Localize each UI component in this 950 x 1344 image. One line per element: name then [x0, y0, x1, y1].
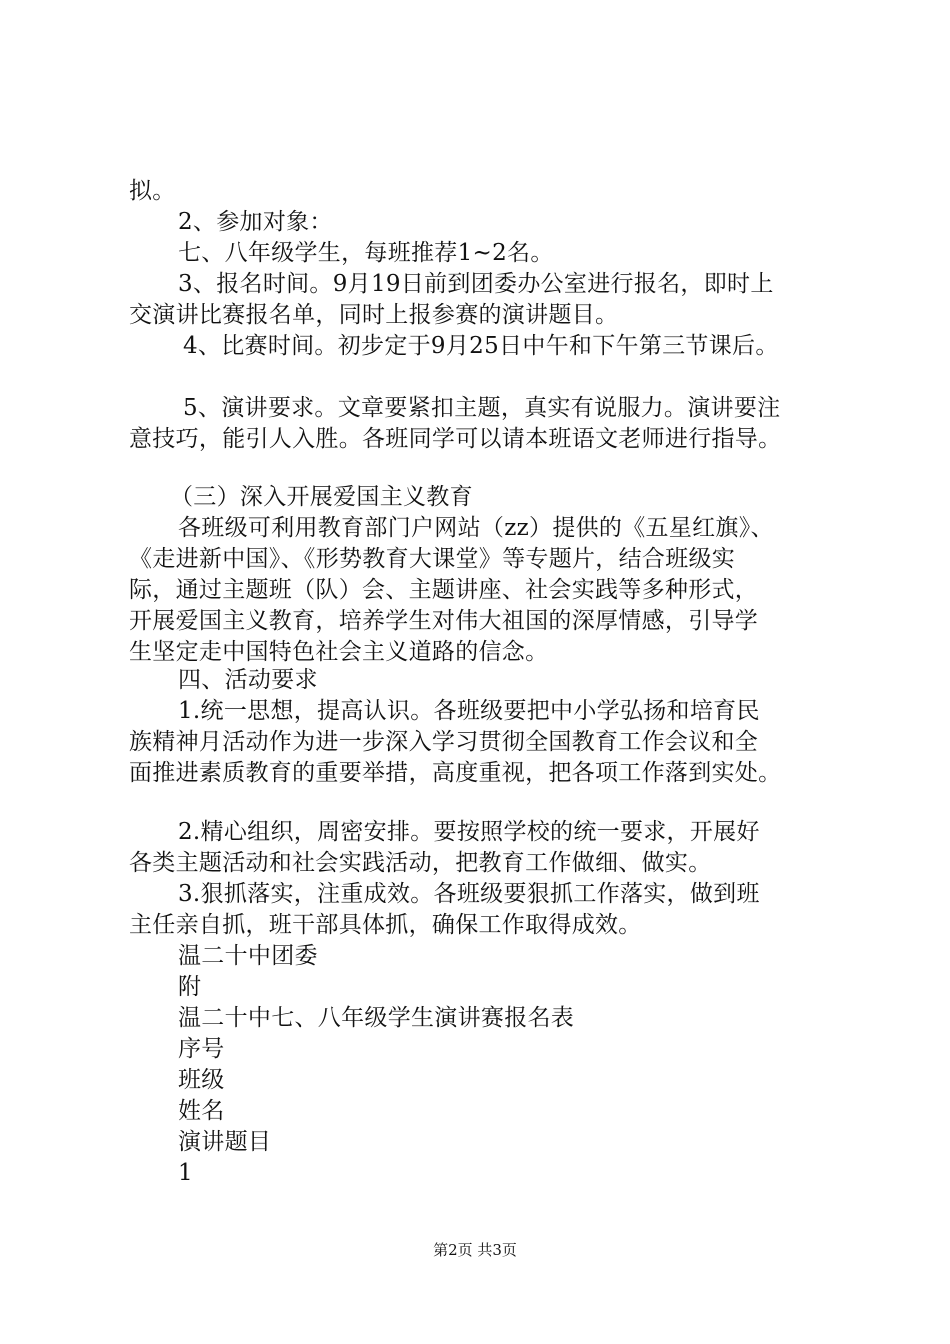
text-line-speech-requirements-2: 意技巧，能引人入胜。各班同学可以请本班语文老师进行指导。	[129, 426, 782, 452]
text-line-requirement-2a: 2.精心组织，周密安排。要按照学校的统一要求，开展好	[178, 819, 760, 845]
text-line-requirement-1b: 族精神月活动作为进一步深入学习贯彻全国教育工作会议和全	[129, 729, 759, 755]
appendix-label: 附	[178, 974, 202, 1000]
text-line-patriotic-5: 生坚定走中国特色社会主义道路的信念。	[129, 639, 549, 665]
text-line-participants-heading: 2、参加对象：	[178, 209, 333, 235]
table-header-name: 姓名	[178, 1098, 225, 1124]
text-line-patriotic-1: 各班级可利用教育部门户网站（zz）提供的《五星红旗》、	[178, 515, 774, 541]
text-line-requirement-2b: 各类主题活动和社会实践活动，把教育工作做细、做实。	[129, 850, 712, 876]
text-line-speech-requirements-1: 5、演讲要求。文章要紧扣主题，真实有说服力。演讲要注	[183, 395, 781, 421]
text-line-participants: 七、八年级学生，每班推荐1~2名。	[178, 240, 554, 266]
text-line-patriotic-4: 开展爱国主义教育，培养学生对伟大祖国的深厚情感，引导学	[129, 608, 759, 634]
table-header-number: 序号	[178, 1036, 225, 1062]
text-line-requirement-1c: 面推进素质教育的重要举措，高度重视，把各项工作落到实处。	[129, 760, 782, 786]
text-line-patriotic-2: 《走进新中国》、《形势教育大课堂》等专题片，结合班级实	[129, 546, 736, 572]
text-line-requirement-1a: 1.统一思想，提高认识。各班级要把中小学弘扬和培育民	[178, 698, 760, 724]
table-header-speech-topic: 演讲题目	[178, 1129, 272, 1155]
text-line-competition-time: 4、比赛时间。初步定于9月25日中午和下午第三节课后。	[183, 333, 779, 359]
text-line-registration-1: 3、报名时间。9月19日前到团委办公室进行报名，即时上	[178, 271, 774, 297]
table-header-class: 班级	[178, 1067, 225, 1093]
signature-organization: 温二十中团委	[178, 943, 318, 969]
appendix-table-title: 温二十中七、八年级学生演讲赛报名表	[178, 1005, 575, 1031]
page-footer: 第2页 共3页	[433, 1241, 517, 1259]
table-row-number: 1	[178, 1160, 193, 1186]
section-heading-patriotic-education: （三）深入开展爱国主义教育	[170, 484, 473, 510]
text-line-patriotic-3: 际，通过主题班（队）会、主题讲座、社会实践等多种形式，	[129, 577, 759, 603]
text-line-requirement-3a: 3.狠抓落实，注重成效。各班级要狠抓工作落实，做到班	[178, 881, 760, 907]
text-line-requirement-3b: 主任亲自抓，班干部具体抓，确保工作取得成效。	[129, 912, 642, 938]
text-line-registration-2: 交演讲比赛报名单，同时上报参赛的演讲题目。	[129, 302, 619, 328]
section-heading-activity-requirements: 四、活动要求	[178, 667, 318, 693]
text-line-continuation: 拟。	[129, 178, 176, 204]
